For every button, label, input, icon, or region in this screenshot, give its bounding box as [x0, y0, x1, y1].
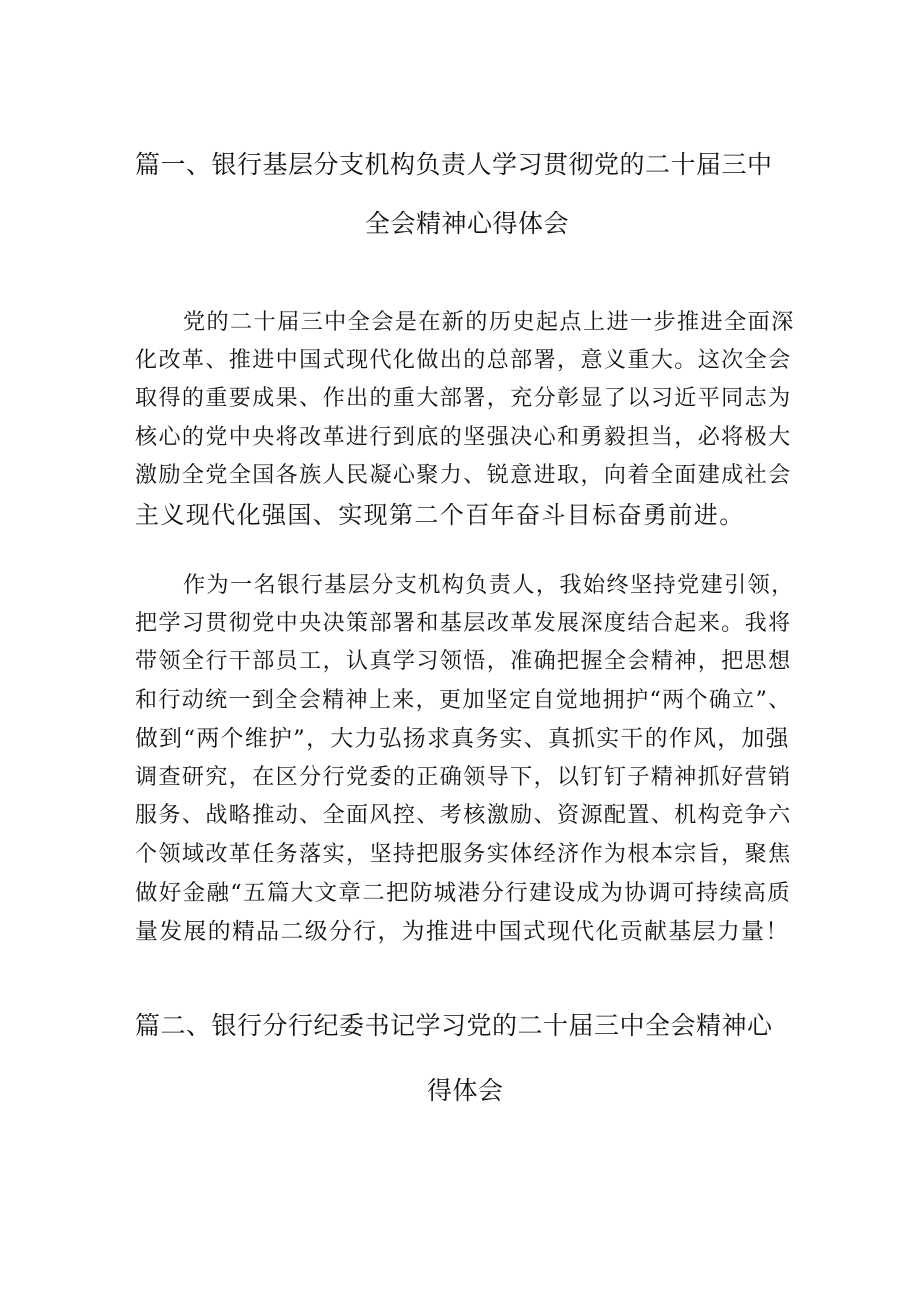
paragraph-line: 带领全行干部员工，认真学习领悟，准确把握全会精神，把思想	[135, 649, 792, 674]
paragraph-line: 调查研究，在区分行党委的正确领导下，以钉钉子精神抓好营销	[135, 764, 792, 790]
section2-title-line1: 篇二、银行分行纪委书记学习党的二十届三中全会精神心	[135, 1011, 773, 1040]
section1-title-line1: 篇一、银行基层分支机构负责人学习贯彻党的二十届三中	[135, 150, 773, 179]
paragraph-line: 激励全党全国各族人民凝心聚力、锐意进取，向着全面建成社会	[135, 463, 792, 488]
section2-title-line2: 得体会	[427, 1076, 504, 1105]
paragraph-line: 取得的重要成果、作出的重大部署，充分彰显了以习近平同志为	[135, 386, 792, 411]
paragraph-line: 做好金融“五篇大文章二把防城港分行建设成为协调可持续高质	[135, 880, 792, 906]
paragraph-line: 和行动统一到全会精神上来，更加坚定自觉地拥护“两个确立”、	[135, 687, 792, 713]
paragraph-line: 做到“两个维护”，大力弘扬求真务实、真抓实干的作风，加强	[135, 726, 790, 752]
paragraph-line: 服务、战略推动、全面风控、考核激励、资源配置、机构竞争六	[135, 803, 792, 828]
paragraph-line: 个领域改革任务落实，坚持把服务实体经济作为根本宗旨，聚焦	[135, 841, 792, 867]
section1-title-line2: 全会精神心得体会	[365, 209, 570, 238]
section1-paragraph2	[135, 566, 795, 951]
paragraph-line: 核心的党中央将改革进行到底的坚强决心和勇毅担当，必将极大	[135, 424, 792, 450]
section1-paragraph1	[135, 303, 795, 534]
paragraph-line: 党的二十届三中全会是在新的历史起点上进一步推进全面深	[183, 309, 795, 335]
paragraph-line: 把学习贯彻党中央决策部署和基层改革发展深度结合起来。我将	[135, 610, 792, 636]
paragraph-line: 化改革、推进中国式现代化做出的总部署，意义重大。这次全会	[135, 347, 792, 373]
paragraph-line: 作为一名银行基层分支机构负责人，我始终坚持党建引领，	[183, 572, 795, 598]
paragraph-line: 量发展的精品二级分行，为推进中国式现代化贡献基层力量！	[135, 918, 790, 945]
paragraph-line: 主义现代化强国、实现第二个百年奋斗目标奋勇前进。	[135, 500, 745, 529]
